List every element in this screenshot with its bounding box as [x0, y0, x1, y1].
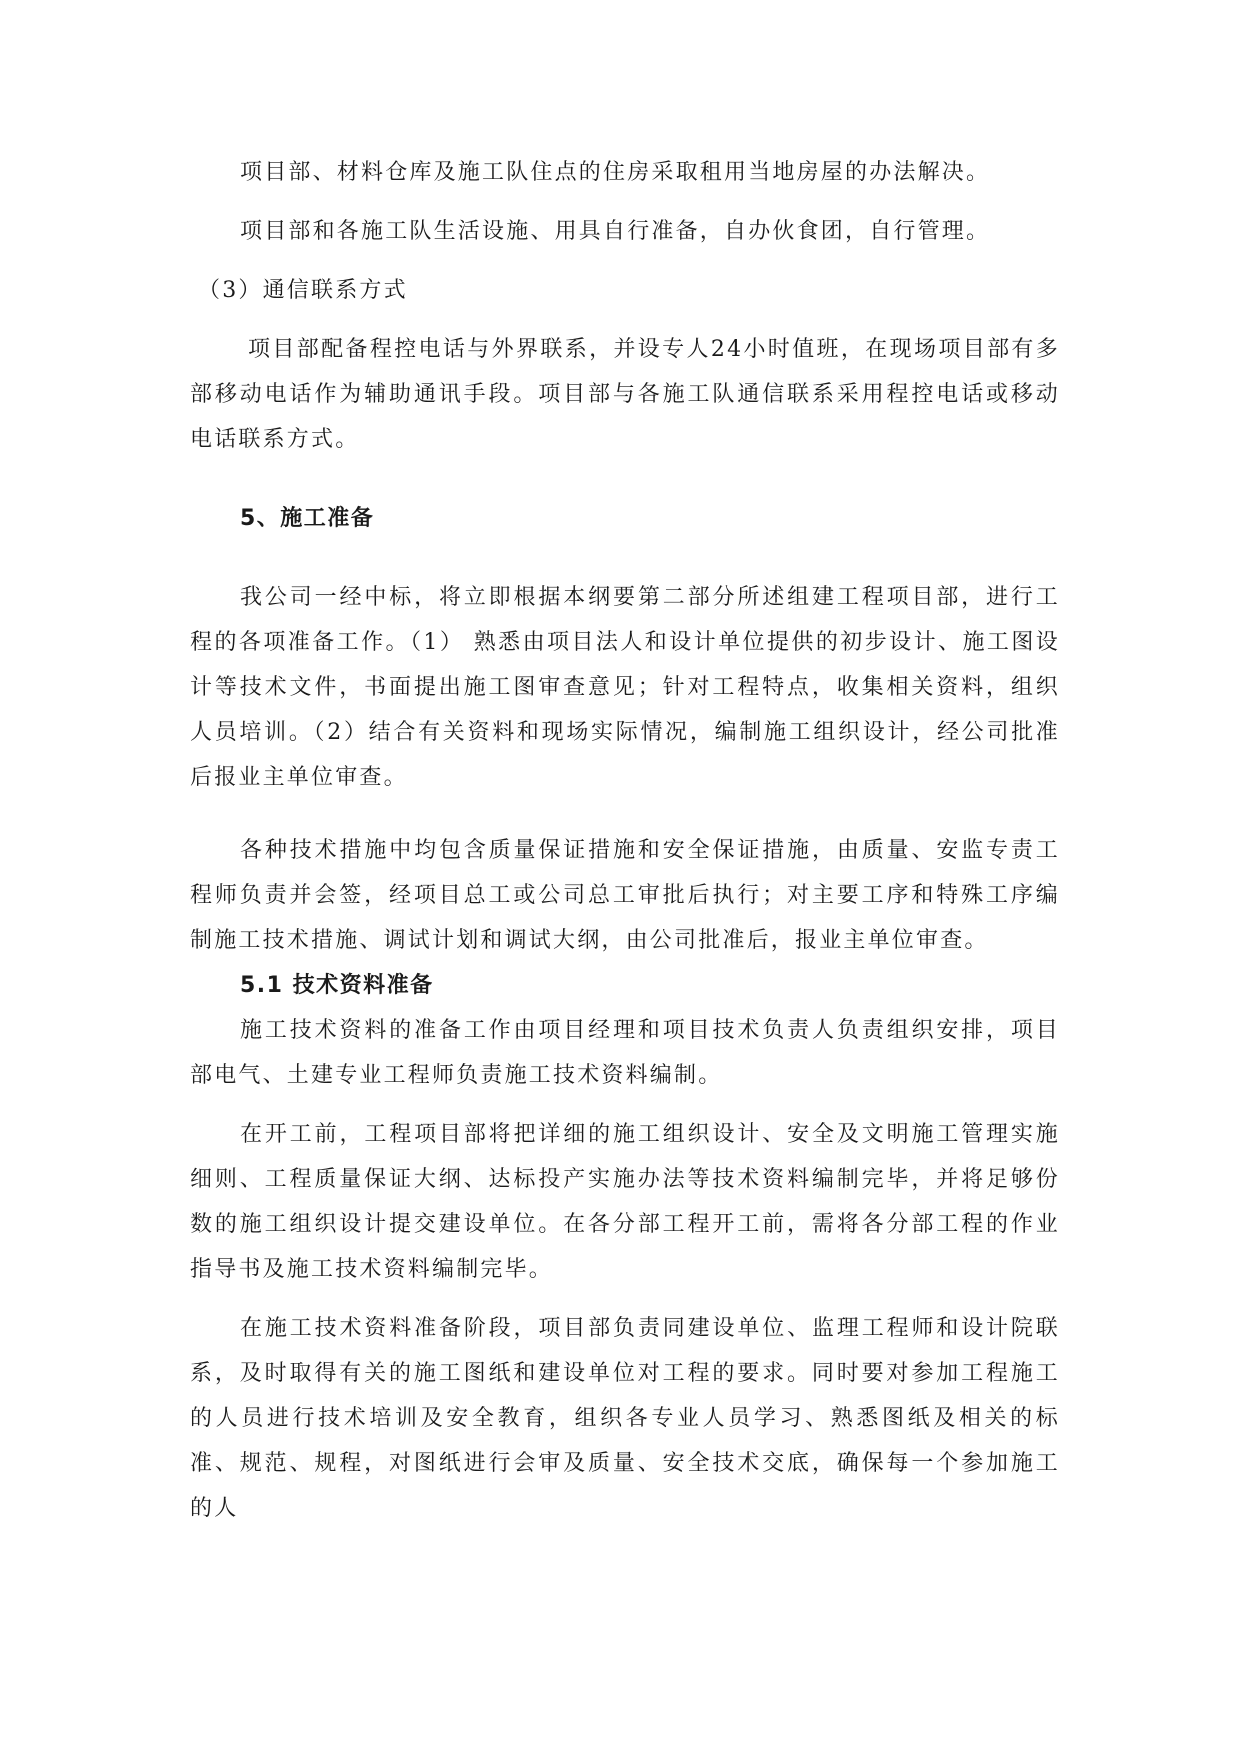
paragraph-before-start: 在开工前，工程项目部将把详细的施工组织设计、安全及文明施工管理实施细则、工程质量保证大纲、达标投产实施办法等技术资料编制完毕，并将足够份数的施工组织设计提交建设单位。在各分部工程开工前，需将各分部工程的作业指导书及施工技术资料编制完毕。	[190, 1122, 1060, 1282]
paragraph-technical-measures: 各种技术措施中均包含质量保证措施和安全保证措施，由质量、安监专责工程师负责并会签，经项目总工或公司总工审批后执行；对主要工序和特殊工序编制施工技术措施、调试计划和调试大纲，由公司批准后，报业主单位审查。	[190, 838, 1060, 953]
paragraph-living-facilities: 项目部和各施工队生活设施、用具自行准备，自办伙食团，自行管理。	[240, 219, 991, 244]
paragraph-communication: 项目部配备程控电话与外界联系，并设专人24小时值班，在现场项目部有多部移动电话作为辅助通讯手段。项目部与各施工队通信联系采用程控电话或移动电话联系方式。	[190, 337, 1060, 452]
paragraph-docs-responsibility: 施工技术资料的准备工作由项目经理和项目技术负责人负责组织安排，项目部电气、土建专业工程师负责施工技术资料编制。	[190, 1018, 1060, 1088]
document-body	[190, 150, 1060, 1531]
paragraph-housing: 项目部、材料仓库及施工队住点的住房采取租用当地房屋的办法解决。	[240, 160, 991, 185]
subheading-communication: （3）通信联系方式	[198, 278, 408, 303]
paragraph-preparation: 我公司一经中标，将立即根据本纲要第二部分所述组建工程项目部，进行工程的各项准备工作。（1） 熟悉由项目法人和设计单位提供的初步设计、施工图设计等技术文件，书面提出施工图审查意见；针对工程特点，收集相关资料，组织人员培训。（2）结合有关资料和现场实际情况，编制施工组织设计，经公司批准后报业主单位审查。	[190, 585, 1060, 790]
paragraph-docs-stage: 在施工技术资料准备阶段，项目部负责同建设单位、监理工程师和设计院联系，及时取得有关的施工图纸和建设单位对工程的要求。同时要对参加工程施工的人员进行技术培训及安全教育，组织各专业人员学习、熟悉图纸及相关的标准、规范、规程，对图纸进行会审及质量、安全技术交底，确保每一个参加施工的人	[190, 1316, 1060, 1521]
section-heading-technical-docs: 5.1 技术资料准备	[240, 973, 434, 998]
section-heading-construction-prep: 5、施工准备	[240, 506, 375, 531]
